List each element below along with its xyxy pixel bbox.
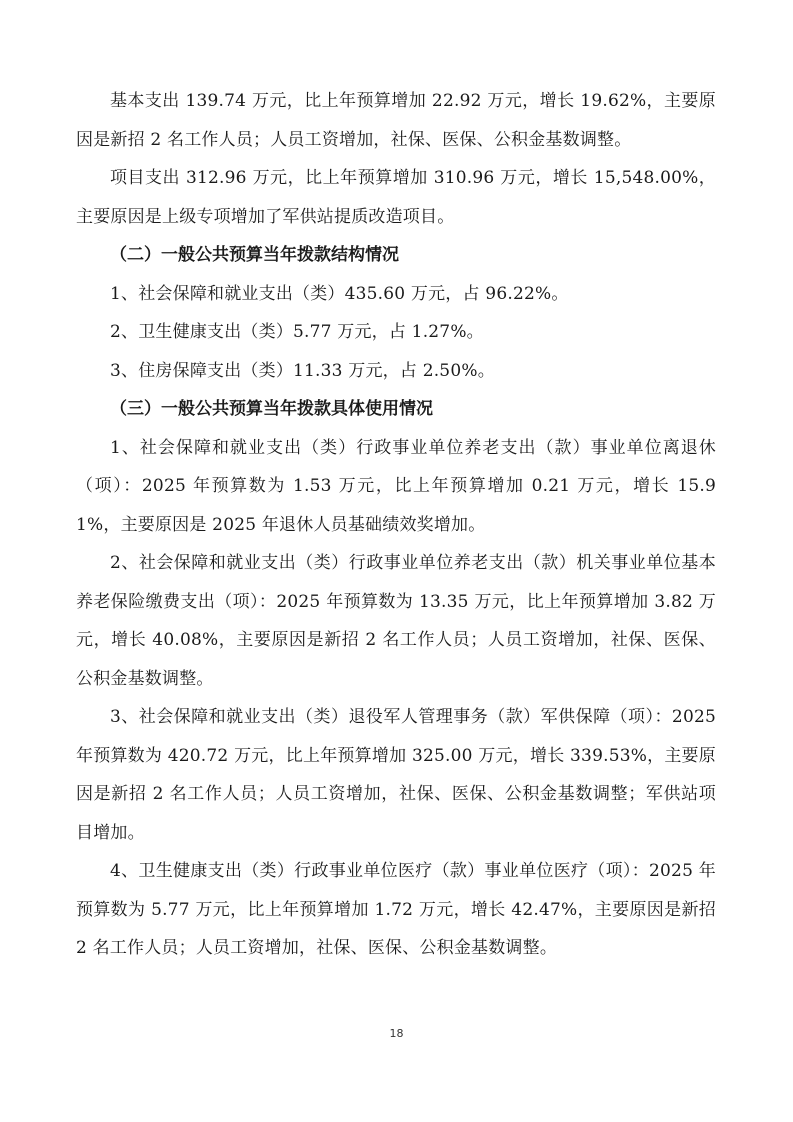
paragraph-health: 2、卫生健康支出（类）5.77 万元，占 1.27%。 xyxy=(110,322,484,342)
paragraph-usage-retirement: 1、社会保障和就业支出（类）行政事业单位养老支出（款）事业单位离退休（项）：2025 年预算数为 1.53 万元，比上年预算增加 0.21 万元，增长 15.91%，主要原因是 2025 年退休人员基础绩效奖增加。 xyxy=(76,437,716,535)
paragraph-project-expenditure: 项目支出 312.96 万元，比上年预算增加 310.96 万元，增长 15,548.00%，主要原因是上级专项增加了军供站提质改造项目。 xyxy=(76,168,716,227)
section-heading-structure: （二）一般公共预算当年拨款结构情况 xyxy=(110,245,399,265)
paragraph-usage-pension-insurance: 2、社会保障和就业支出（类）行政事业单位养老支出（款）机关事业单位基本养老保险缴费支出（项）：2025 年预算数为 13.35 万元，比上年预算增加 3.82 万元，增长 40.08%，主要原因是新招 2 名工作人员；人员工资增加，社保、医保、公积金基数调整。 xyxy=(76,553,716,689)
paragraph-usage-military-supply: 3、社会保障和就业支出（类）退役军人管理事务（款）军供保障（项）：2025 年预算数为 420.72 万元，比上年预算增加 325.00 万元，增长 339.53%，主要原因是新招 2 名工作人员；人员工资增加，社保、医保、公积金基数调整；军供站项目增加。 xyxy=(76,707,716,843)
paragraph-housing: 3、住房保障支出（类）11.33 万元，占 2.50%。 xyxy=(110,360,495,381)
page-body xyxy=(76,82,716,968)
section-heading-usage: （三）一般公共预算当年拨款具体使用情况 xyxy=(110,399,433,419)
paragraph-social-security: 1、社会保障和就业支出（类）435.60 万元，占 96.22%。 xyxy=(110,283,569,304)
paragraph-basic-expenditure: 基本支出 139.74 万元，比上年预算增加 22.92 万元，增长 19.62%，主要原因是新招 2 名工作人员；人员工资增加，社保、医保、公积金基数调整。 xyxy=(76,91,716,150)
page-number: 18 xyxy=(389,1027,404,1040)
paragraph-usage-medical: 4、卫生健康支出（类）行政事业单位医疗（款）事业单位医疗（项）：2025 年预算数为 5.77 万元，比上年预算增加 1.72 万元，增长 42.47%，主要原因是新招 2 名工作人员；人员工资增加，社保、医保、公积金基数调整。 xyxy=(76,861,716,958)
